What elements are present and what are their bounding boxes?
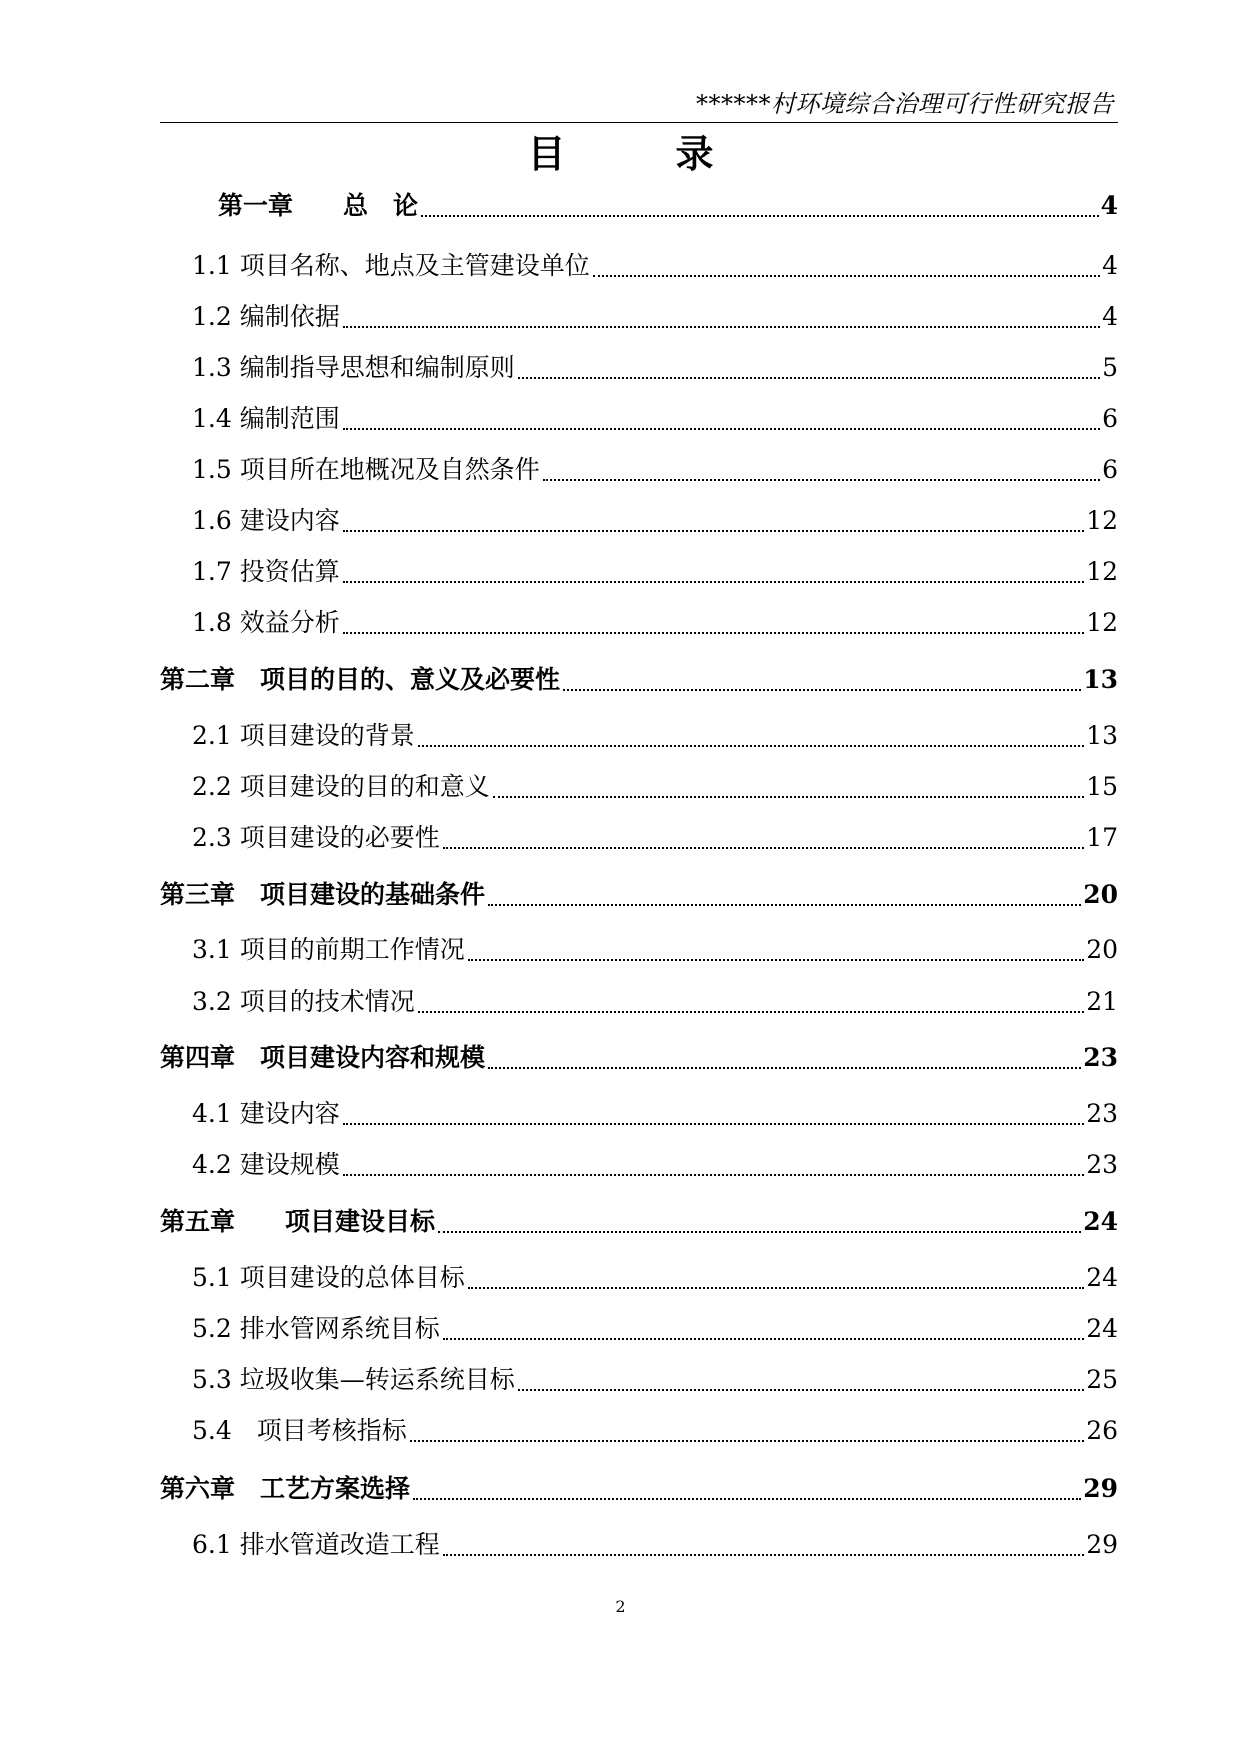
toc-section-entry[interactable] <box>192 348 1118 388</box>
toc-section-entry[interactable] <box>192 603 1118 643</box>
toc-entry-label: 4.1 建设内容 <box>192 1099 340 1128</box>
toc-page-number: 23 <box>1083 1043 1118 1072</box>
toc-chapter-entry[interactable] <box>160 660 1118 700</box>
toc-chapter-entry[interactable] <box>218 186 1118 226</box>
toc-dot-leader <box>493 796 1084 798</box>
toc-section-entry[interactable] <box>192 552 1118 592</box>
toc-page-number: 13 <box>1083 665 1118 694</box>
toc-dot-leader <box>443 847 1084 849</box>
toc-entry-label: 1.8 效益分析 <box>192 608 340 637</box>
toc-dot-leader <box>343 581 1084 583</box>
toc-entry-label: 5.4 项目考核指标 <box>192 1416 407 1445</box>
toc-entry-label: 5.1 项目建设的总体目标 <box>192 1263 465 1292</box>
toc-section-entry[interactable] <box>192 982 1118 1022</box>
toc-page-number: 15 <box>1086 772 1118 801</box>
toc-dot-leader <box>488 1067 1081 1069</box>
toc-section-entry[interactable] <box>192 1411 1118 1451</box>
toc-dot-leader <box>343 1174 1084 1176</box>
toc-section-entry[interactable] <box>192 930 1118 970</box>
toc-page-number: 23 <box>1086 1099 1118 1128</box>
toc-entry-label: 第五章 项目建设目标 <box>160 1207 436 1236</box>
toc-dot-leader <box>443 1554 1084 1556</box>
toc-dot-leader <box>343 530 1084 532</box>
toc-chapter-entry[interactable] <box>160 1469 1118 1509</box>
toc-title: 目 录 <box>527 131 750 176</box>
toc-entry-label: 5.2 排水管网系统目标 <box>192 1314 440 1343</box>
toc-section-entry[interactable] <box>192 501 1118 541</box>
toc-page-number: 29 <box>1083 1474 1118 1503</box>
toc-dot-leader <box>563 689 1081 691</box>
toc-dot-leader <box>418 745 1084 747</box>
header-title: ******村环境综合治理可行性研究报告 <box>696 90 1114 118</box>
toc-page-number: 13 <box>1086 721 1118 750</box>
toc-section-entry[interactable] <box>192 767 1118 807</box>
toc-dot-leader <box>518 1389 1084 1391</box>
toc-page-number: 4 <box>1100 191 1118 220</box>
toc-section-entry[interactable] <box>192 450 1118 490</box>
toc-entry-label: 2.2 项目建设的目的和意义 <box>192 772 490 801</box>
toc-page-number: 26 <box>1086 1416 1118 1445</box>
toc-section-entry[interactable] <box>192 1525 1118 1565</box>
toc-section-entry[interactable] <box>192 1258 1118 1298</box>
toc-dot-leader <box>518 377 1100 379</box>
toc-page-number: 5 <box>1102 353 1118 382</box>
toc-page-number: 12 <box>1086 557 1118 586</box>
toc-entry-label: 1.5 项目所在地概况及自然条件 <box>192 455 540 484</box>
toc-page-number: 20 <box>1083 880 1118 909</box>
toc-dot-leader <box>468 959 1084 961</box>
toc-dot-leader <box>443 1338 1084 1340</box>
page-header <box>160 86 1118 123</box>
toc-entry-label: 2.1 项目建设的背景 <box>192 721 415 750</box>
toc-page-number: 21 <box>1086 987 1118 1016</box>
toc-entry-label: 1.2 编制依据 <box>192 302 340 331</box>
toc-entry-label: 1.7 投资估算 <box>192 557 340 586</box>
toc-entry-label: 第四章 项目建设内容和规模 <box>160 1043 486 1072</box>
toc-page-number: 25 <box>1086 1365 1118 1394</box>
toc-dot-leader <box>488 904 1081 906</box>
toc-dot-leader <box>343 1123 1084 1125</box>
toc-section-entry[interactable] <box>192 1145 1118 1185</box>
toc-dot-leader <box>410 1440 1084 1442</box>
toc-entry-label: 1.1 项目名称、地点及主管建设单位 <box>192 251 590 280</box>
toc-dot-leader <box>468 1287 1084 1289</box>
toc-entry-label: 5.3 垃圾收集—转运系统目标 <box>192 1365 515 1394</box>
toc-page-number: 6 <box>1102 404 1118 433</box>
toc-page-number: 20 <box>1086 935 1118 964</box>
toc-page-number: 12 <box>1086 608 1118 637</box>
toc-entry-label: 6.1 排水管道改造工程 <box>192 1530 440 1559</box>
toc-entry-label: 第一章 总 论 <box>218 191 419 220</box>
toc-section-entry[interactable] <box>192 1309 1118 1349</box>
toc-dot-leader <box>593 275 1100 277</box>
page-number: 2 <box>615 1597 626 1616</box>
toc-chapter-entry[interactable] <box>160 1202 1118 1242</box>
toc-entry-label: 4.2 建设规模 <box>192 1150 340 1179</box>
toc-chapter-entry[interactable] <box>160 875 1118 915</box>
toc-chapter-entry[interactable] <box>160 1038 1118 1078</box>
toc-entry-label: 3.1 项目的前期工作情况 <box>192 935 465 964</box>
toc-dot-leader <box>421 215 1099 217</box>
toc-page-number: 12 <box>1086 506 1118 535</box>
toc-page-number: 23 <box>1086 1150 1118 1179</box>
toc-page-number: 4 <box>1102 302 1118 331</box>
toc-entry-label: 第六章 工艺方案选择 <box>160 1474 411 1503</box>
toc-dot-leader <box>413 1498 1081 1500</box>
toc-page-number: 4 <box>1102 251 1118 280</box>
toc-page-number: 29 <box>1086 1530 1118 1559</box>
toc-section-entry[interactable] <box>192 297 1118 337</box>
toc-page-number: 24 <box>1086 1263 1118 1292</box>
toc-dot-leader <box>343 326 1100 328</box>
toc-dot-leader <box>543 479 1100 481</box>
toc-section-entry[interactable] <box>192 1360 1118 1400</box>
toc-dot-leader <box>418 1011 1084 1013</box>
toc-page-number: 24 <box>1083 1207 1118 1236</box>
toc-dot-leader <box>343 428 1100 430</box>
toc-dot-leader <box>438 1231 1081 1233</box>
toc-section-entry[interactable] <box>192 818 1118 858</box>
toc-entry-label: 第二章 项目的目的、意义及必要性 <box>160 665 561 694</box>
toc-entry-label: 3.2 项目的技术情况 <box>192 987 415 1016</box>
toc-page-number: 6 <box>1102 455 1118 484</box>
toc-dot-leader <box>343 632 1084 634</box>
toc-section-entry[interactable] <box>192 1094 1118 1134</box>
toc-page-number: 24 <box>1086 1314 1118 1343</box>
toc-page-number: 17 <box>1086 823 1118 852</box>
toc-entry-label: 1.3 编制指导思想和编制原则 <box>192 353 515 382</box>
toc-section-entry[interactable] <box>192 716 1118 756</box>
toc-section-entry[interactable] <box>192 399 1118 439</box>
toc-entry-label: 2.3 项目建设的必要性 <box>192 823 440 852</box>
toc-entry-label: 第三章 项目建设的基础条件 <box>160 880 486 909</box>
toc-entry-label: 1.4 编制范围 <box>192 404 340 433</box>
toc-section-entry[interactable] <box>192 246 1118 286</box>
toc-entry-label: 1.6 建设内容 <box>192 506 340 535</box>
